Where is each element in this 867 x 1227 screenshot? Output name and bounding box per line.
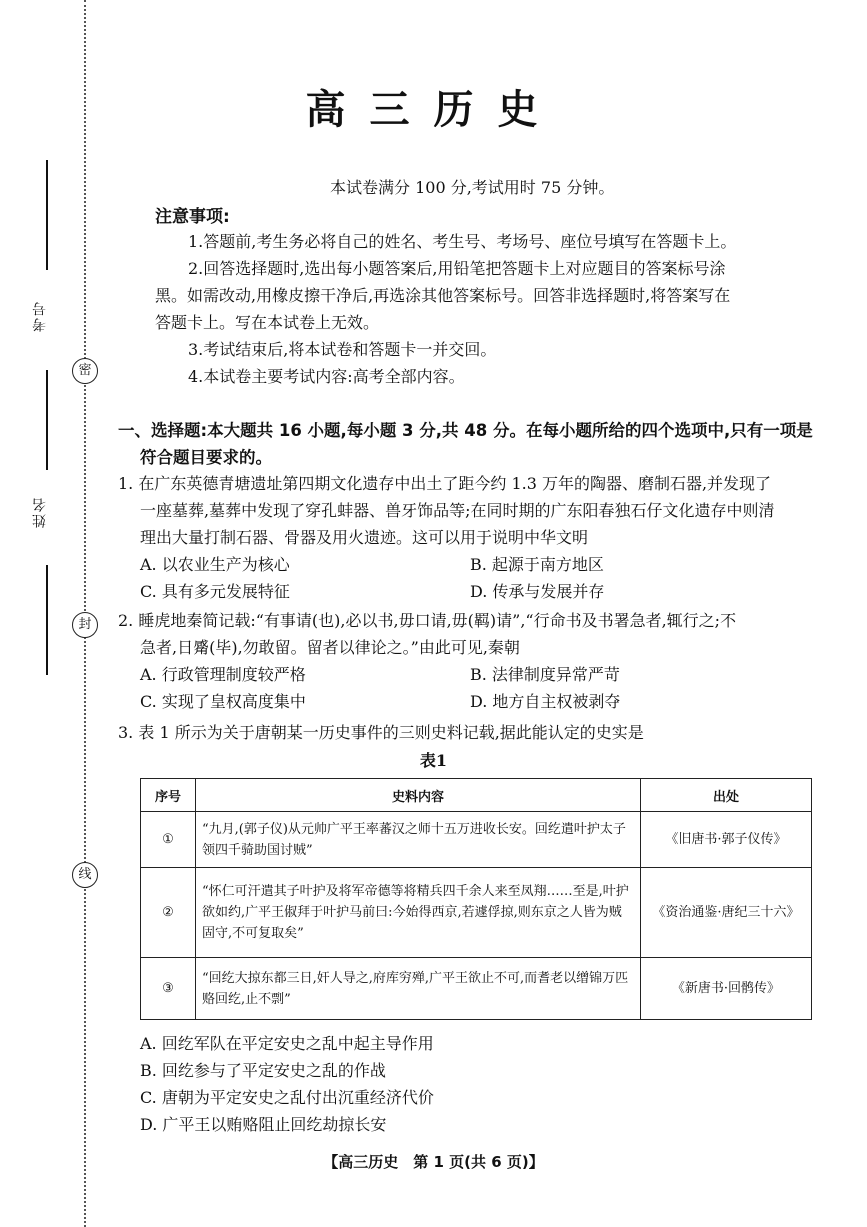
- page-title: 高三历史: [305, 87, 562, 133]
- exam-info: 本试卷满分 100 分,考试用时 75 分钟。: [330, 178, 615, 197]
- table-row: [141, 812, 812, 868]
- section-line: 符合题目要求的。: [140, 448, 272, 467]
- source-table: [140, 778, 812, 1020]
- header-source: 出处: [641, 779, 812, 812]
- question-2-line: 急者,日觱(毕),勿敢留。留者以律论之。”由此可见,秦朝: [140, 638, 520, 657]
- table-row: [141, 868, 812, 958]
- note-line: 答题卡上。写在本试卷上无效。: [155, 313, 380, 332]
- seal-mark-mi: 密: [72, 358, 98, 384]
- notes-heading: 注意事项:: [155, 207, 230, 227]
- table-header-row: [141, 779, 812, 812]
- header-content: 史料内容: [196, 779, 641, 812]
- note-line: 1.答题前,考生务必将自己的姓名、考生号、考场号、座位号填写在答题卡上。: [188, 232, 737, 251]
- seal-mark-feng: 封: [72, 612, 98, 638]
- q1-option-b[interactable]: B. 起源于南方地区: [470, 555, 604, 574]
- q2-option-a[interactable]: A. 行政管理制度较严格: [140, 665, 306, 684]
- q2-option-c[interactable]: C. 实现了皇权高度集中: [140, 692, 306, 711]
- note-line: 2.回答选择题时,选出每小题答案后,用铅笔把答题卡上对应题目的答案标号涂: [188, 259, 726, 278]
- q1-option-d[interactable]: D. 传承与发展并存: [470, 582, 605, 601]
- q2-option-b[interactable]: B. 法律制度异常严苛: [470, 665, 620, 684]
- row-no: ①: [141, 812, 196, 868]
- question-3-stem: 3. 表 1 所示为关于唐朝某一历史事件的三则史料记载,据此能认定的史实是: [118, 723, 644, 742]
- row-content: “怀仁可汗遣其子叶护及将军帝德等将精兵四千余人来至凤翔……至是,叶护欲如约,广平王俶拜于叶护马前曰:今始得西京,若遽俘掠,则东京之人皆为贼固守,不可复取矣”: [196, 868, 641, 958]
- seal-mark-xian: 线: [72, 862, 98, 888]
- header-no: 序号: [141, 779, 196, 812]
- kaohao-write-line: [46, 160, 48, 270]
- note-line: 3.考试结束后,将本试卷和答题卡一并交回。: [188, 340, 497, 359]
- table-row: [141, 958, 812, 1020]
- page-footer: 【高三历史 第 1 页(共 6 页)】: [323, 1153, 544, 1171]
- row-source: 《资治通鉴·唐纪三十六》: [641, 868, 812, 958]
- section-heading: [118, 417, 813, 471]
- q1-option-c[interactable]: C. 具有多元发展特征: [140, 582, 290, 601]
- name-write-line-upper: [46, 370, 48, 470]
- question-1-line: 1. 在广东英德青塘遗址第四期文化遗存中出土了距今约 1.3 万年的陶器、磨制石器,并发现了: [118, 474, 772, 493]
- question-2-line: 2. 睡虎地秦简记载:“有事请(也),必以书,毋口请,毋(羁)请”,“行命书及书署急者,辄行之;不: [118, 611, 737, 630]
- q1-option-a[interactable]: A. 以农业生产为核心: [140, 555, 290, 574]
- section-line: 一、选择题:本大题共 16 小题,每小题 3 分,共 48 分。在每小题所给的四个选项中,只有一项是: [118, 421, 813, 440]
- question-1-line: 一座墓葬,墓葬中发现了穿孔蚌器、兽牙饰品等;在同时期的广东阳春独石仔文化遗存中则清: [140, 501, 775, 520]
- row-content: “九月,(郭子仪)从元帅广平王率蕃汉之师十五万进收长安。回纥遣叶护太子领四千骑助国讨贼”: [196, 812, 641, 868]
- name-label: 姓名: [32, 496, 48, 528]
- q3-option-b[interactable]: B. 回纥参与了平定安史之乱的作战: [140, 1061, 386, 1080]
- question-1-line: 理出大量打制石器、骨器及用火遗迹。这可以用于说明中华文明: [140, 528, 589, 547]
- row-no: ②: [141, 868, 196, 958]
- name-write-line-lower: [46, 565, 48, 675]
- kaohao-label: 考号: [32, 300, 48, 332]
- note-line: 4.本试卷主要考试内容:高考全部内容。: [188, 367, 465, 386]
- q2-option-d[interactable]: D. 地方自主权被剥夺: [470, 692, 621, 711]
- row-content: “回纥大掠东都三日,奸人导之,府库穷殚,广平王欲止不可,而耆老以缯锦万匹赂回纥,止不剽”: [196, 958, 641, 1020]
- table-title: 表1: [419, 751, 448, 770]
- q3-option-d[interactable]: D. 广平王以贿赂阻止回纥劫掠长安: [140, 1115, 387, 1134]
- q3-option-c[interactable]: C. 唐朝为平定安史之乱付出沉重经济代价: [140, 1088, 434, 1107]
- q3-option-a[interactable]: A. 回纥军队在平定安史之乱中起主导作用: [140, 1034, 434, 1053]
- row-source: 《旧唐书·郭子仪传》: [641, 812, 812, 868]
- note-line: 黑。如需改动,用橡皮擦干净后,再选涂其他答案标号。回答非选择题时,将答案写在: [155, 286, 731, 305]
- row-no: ③: [141, 958, 196, 1020]
- row-source: 《新唐书·回鹘传》: [641, 958, 812, 1020]
